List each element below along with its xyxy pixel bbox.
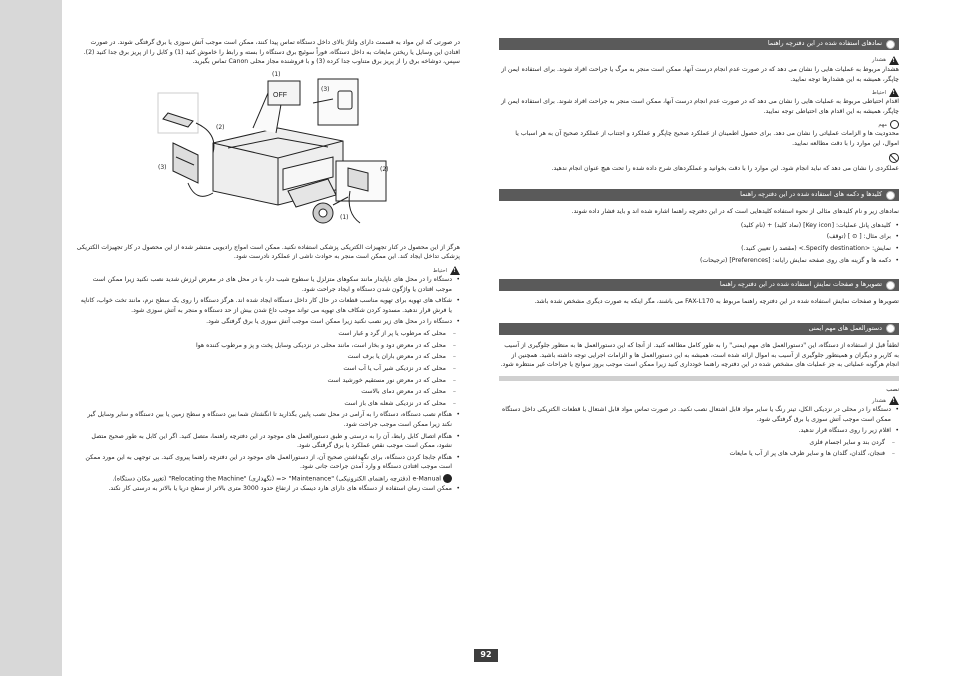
caution-triangle-icon: [889, 88, 899, 97]
list-item: • ممکن است زمان استفاده از دستگاه های دارای هارد دیسک در ارتفاع حدود 3000 متری بالاتر از سطح دریا یا بالاتر به درستی کار نکند.: [76, 484, 452, 494]
callout-2-right: (2): [380, 165, 389, 173]
callout-2-left: (2): [216, 123, 225, 131]
important-label: مهم: [878, 121, 887, 128]
warning-heading: [499, 56, 899, 65]
section-bullet-icon: [886, 40, 895, 49]
warning-triangle-icon: [889, 396, 899, 405]
manual-reference-text: e-Manual (دفترچه راهنمای الکترونیکی) "Maintenance" <= (نگهداری) "Relocating the Machine" (تغییر مکان دستگاه).: [112, 475, 442, 483]
list-item: – محلی که در نزدیکی شعله های باز است: [76, 399, 446, 409]
section-header-symbols: [499, 38, 899, 50]
section-bullet-icon: [886, 324, 895, 333]
list-item: • کلیدهای پانل عملیات: [Key icon] (نماد کلید) + (نام کلید): [499, 221, 891, 231]
section-bullet-icon: [886, 191, 895, 200]
section-header-illustrations: [499, 279, 899, 291]
section-header-safety: [499, 323, 899, 335]
manual-reference: [76, 474, 460, 484]
list-item: • دستگاه را در محل های ناپایدار مانند سکوهای متزلزل یا سطوح شیب دار، یا در محل های در معرض لرزش شدید نصب نکنید زیرا ممکن است موجب افتادن یا واژگون شدن دستگاه و ایجاد جراحت شود.: [76, 275, 452, 294]
warning-label: هشدار: [871, 397, 886, 404]
list-item: • نمایش: <Specify destination.> (مقصد را تعیین کنید.): [499, 244, 891, 254]
prohibited-description: عملکردی را نشان می دهد که نباید انجام شود. این موارد را با دقت بخوانید و عملکردهای شرح داده شده را تحت هیچ عنوان انجام ندهید.: [551, 164, 899, 172]
caution-label: احتیاط: [871, 89, 886, 96]
right-column: [499, 38, 899, 461]
section-bullet-icon: [886, 281, 895, 290]
caution-list-2: [76, 410, 460, 472]
list-item: – محلی که در معرض دمای بالاست: [76, 387, 446, 397]
keys-intro: نمادهای زیر و نام کلیدهای مثالی از نحوه استفاده کلیدهایی است که در این دفترچه راهنما اشاره شده اند و باید فشار داده شوند.: [571, 208, 899, 216]
list-item: – محلی که در نزدیکی شیر آب یا آب است: [76, 364, 446, 374]
divider: [499, 376, 899, 381]
section-title: تصویرها و صفحات نمایش استفاده شده در این دفترچه راهنما: [719, 280, 882, 289]
caution-list-3: [76, 484, 460, 494]
intro-paragraph: در صورتی که این مواد به قسمت دارای ولتاژ بالای داخل دستگاه تماس پیدا کنند، ممکن است موجب آتش سوزی یا برق گرفتگی شوند. در صورت افتادن این وسایل یا ریختن مایعات به داخل دستگاه، فوراً سوئیچ برق دستگاه را بسته و رابط را خاموش کنید (1) و کابل را از پریز برق جدا کنید (2). سپس، دوشاخه برق را از پریز برق متناوب جدا کرده (3) و با فروشنده مجاز محلی Canon تماس بگیرید.: [83, 39, 460, 66]
install-sublist: [499, 438, 899, 459]
callout-1-right: (1): [340, 213, 349, 221]
caution-heading: [76, 266, 460, 275]
list-item: – محلی که در معرض دود و بخار است، مانند محلی در نزدیکی وسایل پخت و پز و مرطوب کننده هوا: [76, 341, 446, 351]
list-item: – محلی که در معرض باران یا برف است: [76, 352, 446, 362]
safety-intro: لطفاً قبل از استفاده از دستگاه، این "دستورالعمل های مهم ایمنی" را به طور کامل مطالعه کنید. از آنجا که این دستورالعمل ها به منظور جلوگیری از آسیب به کاربر و دیگران و همینطور جلوگیری از آسیب به اموال ارائه شده است، همیشه به این دستورالعمل ها و الزامات اجرایی توجه داشته باشید. همچنین از انجام هرگونه عملیاتی به جز عملیات های مشخص شده در این دفترچه راهنما خودداری کنید زیرا ممکن است موجب بروز سوانح یا جراحات غیر منتظره شود.: [500, 341, 899, 369]
page-number: 92: [474, 649, 498, 662]
section-header-keys: [499, 189, 899, 201]
left-column: [76, 38, 460, 496]
important-description: محدودیت ها و الزامات عملیاتی را نشان می دهد. برای حصول اطمینان از عملکرد صحیح چاپگر و عملکرد و اجتناب از عملکرد صحیح آن به هر اسباب یا اموال، این موارد را با دقت مطالعه نمایید.: [515, 130, 899, 148]
list-item: • شکاف های تهویه برای تهویه مناسب قطعات در حال کار داخل دستگاه ایجاد شده اند. هرگز دستگاه را روی یک سطح نرم، مانند تخت خواب، کاناپه یا فرش قرار ندهید. مسدود کردن شکاف های تهویه می تواند موجب داغ شدن بیش از حد دستگاه و منجر به آتش سوزی شود.: [76, 296, 452, 315]
list-item: • اقلام زیر را روی دستگاه قرار ندهید.: [499, 426, 891, 436]
callout-1-top: (1): [272, 70, 281, 78]
switch-off-label: OFF: [273, 91, 287, 99]
important-icon: [890, 120, 899, 129]
unplug-diagram: [118, 73, 418, 233]
warning-heading: [499, 396, 899, 405]
warning-triangle-icon: [889, 56, 899, 65]
callout-3-top: (3): [321, 85, 330, 93]
e-manual-icon: [443, 474, 452, 483]
caution-label: احتیاط: [432, 267, 447, 274]
list-item: • برای مثال: [ ⊙ ] (توقف): [499, 232, 891, 242]
warning-description: هشدار مربوط به عملیات هایی را نشان می دهد که در صورت عدم انجام درست آنها، ممکن است منجر به مرگ یا جراحت افراد شوند. برای استفاده ایمن از چاپگر، همیشه به این هشدارها توجه نمایید.: [501, 66, 899, 83]
caution-triangle-icon: [450, 266, 460, 275]
list-item: – گردن بند و سایر اجسام فلزی: [499, 438, 885, 448]
callout-3-left: (3): [158, 163, 167, 171]
list-item: • دکمه ها و گزینه های روی صفحه نمایش رایانه: [Preferences] (ترجیحات): [499, 256, 891, 266]
install-heading: نصب: [886, 385, 899, 393]
prohibited-icon: [889, 153, 899, 163]
warning-label: هشدار: [871, 57, 886, 64]
section-title: کلیدها و دکمه های استفاده شده در این دفترچه راهنما: [740, 190, 882, 199]
caution-heading: [499, 88, 899, 97]
illustrations-text: تصویرها و صفحات نمایش استفاده شده در این دفترچه راهنما مربوط به FAX-L170 می باشند، مگر اینکه به صورت دیگری مشخص شده باشد.: [534, 298, 899, 306]
keys-list: [499, 221, 899, 265]
list-item: – محلی که در معرض نور مستقیم خورشید است: [76, 376, 446, 386]
section-title: نمادهای استفاده شده در این دفترچه راهنما: [767, 39, 882, 48]
medical-warning-text: هرگز از این محصول در کنار تجهیزات الکتریکی پزشکی استفاده نکنید. ممکن است امواج رادیویی منتشر شده از این محصول در کار تجهیزات الکتریکی پزشکی تداخل ایجاد کند. این ممکن است منجر به حوادث ناشی از عملکرد نادرست شود.: [76, 243, 460, 261]
important-heading: [499, 120, 899, 129]
list-item: • دستگاه را در محلی در نزدیکی الکل، تینر رنگ یا سایر مواد قابل اشتعال نصب نکنید. در صورت تماس مواد قابل اشتعال با قطعات الکتریکی داخل دستگاه ممکن است موجب آتش سوزی یا برق گرفتگی شود.: [499, 405, 891, 424]
list-item: • هنگام جابجا کردن دستگاه، برای نگهداشتن صحیح آن، از دستورالعمل های موجود در این دفترچه راهنما پیروی کنید. بی توجهی به این مورد ممکن است موجب افتادن دستگاه و وارد آمدن جراحت جانی شود.: [76, 453, 452, 472]
list-item: – محلی که مرطوب یا پر از گرد و غبار است: [76, 329, 446, 339]
unplug-illustration: [118, 70, 418, 233]
location-sublist: [76, 329, 460, 408]
install-list: [499, 405, 899, 436]
caution-description: اقدام احتیاطی مربوط به عملیات هایی را نشان می دهد که در صورت عدم انجام درست آنها، ممکن است منجر به جراحت افراد شوند. برای استفاده ایمن از چاپگر، همیشه به این اقدام های احتیاطی توجه نمایید.: [501, 98, 899, 115]
caution-list: [76, 275, 460, 327]
list-item: • دستگاه را در محل های زیر نصب نکنید زیرا ممکن است موجب آتش سوزی یا برق گرفتگی شود.: [76, 317, 452, 327]
page-gutter: [0, 0, 62, 676]
list-item: • هنگام اتصال کابل رابط، آن را به درستی و طبق دستورالعمل های موجود در این دفترچه راهنما، متصل کنید. اگر این کابل به طور صحیح متصل نشود، ممکن است موجب نقص عملکرد یا برق گرفتگی شود.: [76, 432, 452, 451]
section-title: دستورالعمل های مهم ایمنی: [808, 323, 882, 332]
list-item: – فنجان، گلدان، گلدان ها و سایر ظرف های پر از آب یا مایعات: [499, 449, 885, 459]
list-item: • هنگام نصب دستگاه، دستگاه را به آرامی در محل نصب پایین بگذارید تا انگشتان شما بین دستگاه و سطح زمین یا بین دستگاه و سایر وسایل گیر نکند زیرا ممکن است موجب جراحت شود.: [76, 410, 452, 429]
